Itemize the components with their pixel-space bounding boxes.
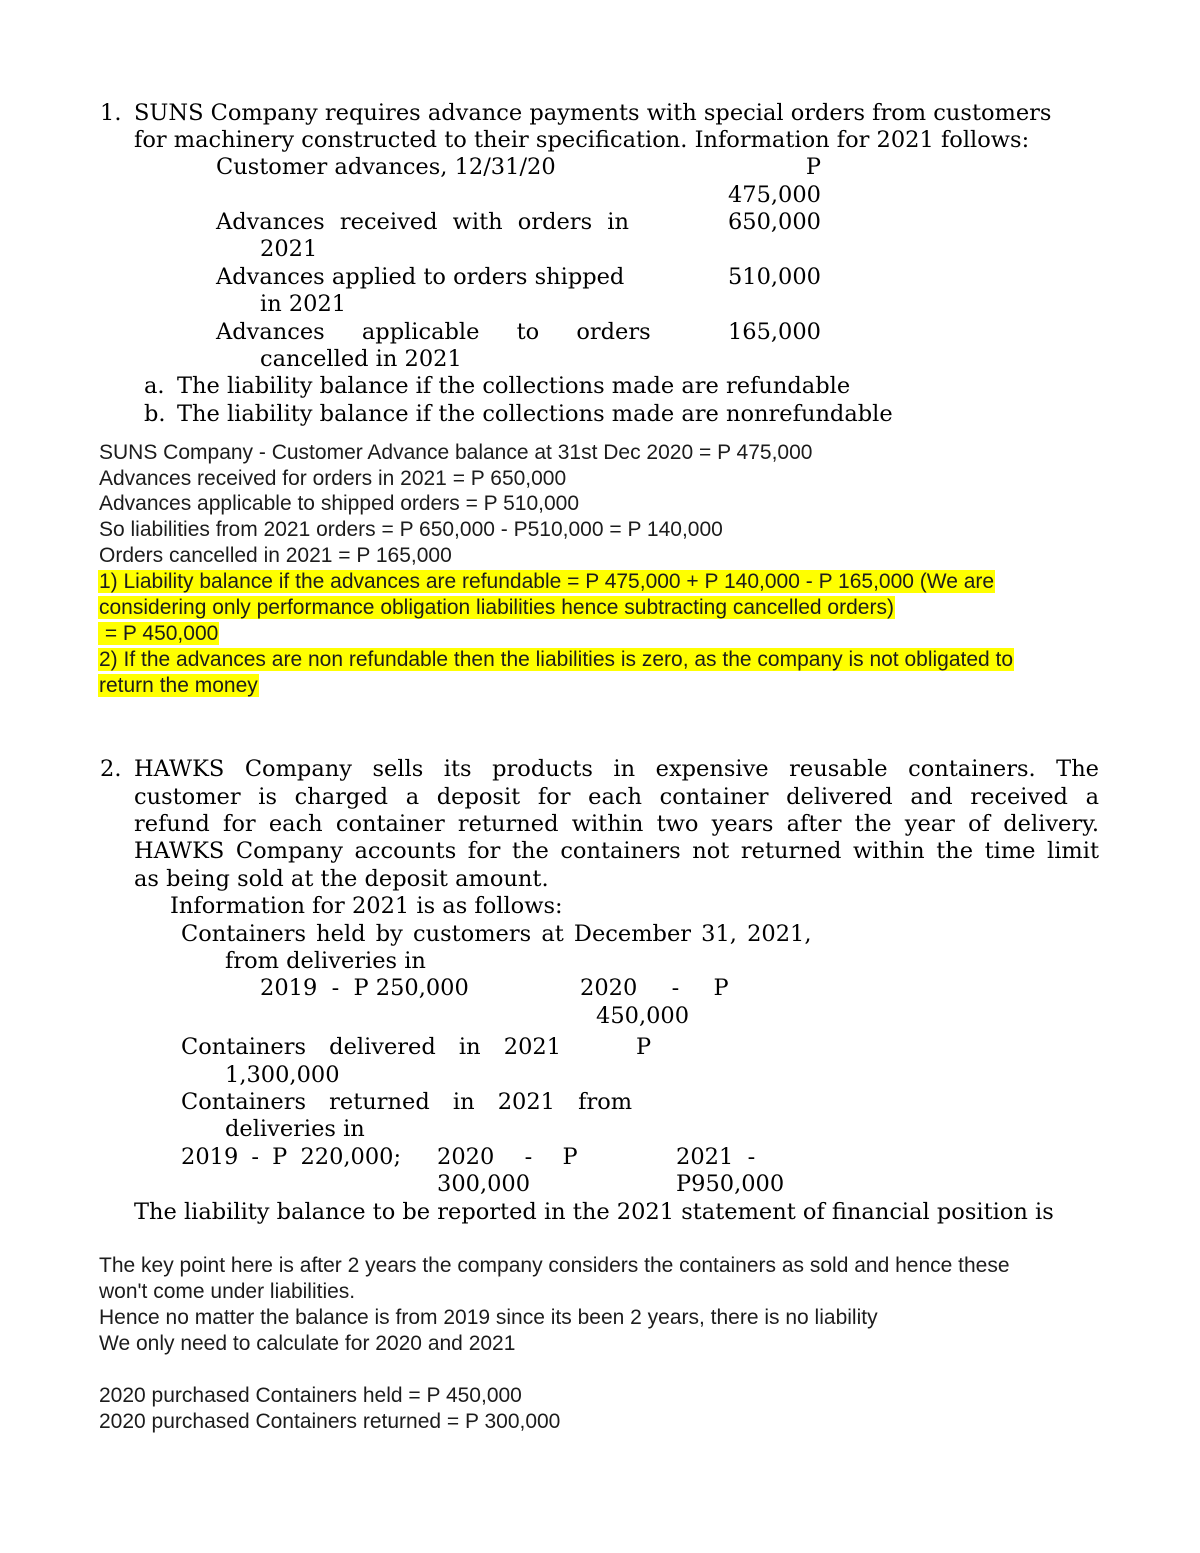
q1-highlight-line-2: considering only performance obligation liabilities hence subtracting cancelled orders) xyxy=(99,596,894,619)
q1-row-received-value: 650,000 xyxy=(727,209,821,235)
q1-row-cancelled-value: 165,000 xyxy=(727,319,821,345)
q2-intro-line-5: as being sold at the deposit amount. xyxy=(134,866,549,892)
q2-returned-2020: 2020 - P xyxy=(437,1144,578,1170)
q1-answer-line-5: Orders cancelled in 2021 = P 165,000 xyxy=(99,544,452,567)
q2-returned-2021: 2021 - xyxy=(676,1144,756,1170)
q2-answer-line-6: 2020 purchased Containers held = P 450,000 xyxy=(99,1384,522,1407)
q2-returned-label-cont: deliveries in xyxy=(225,1116,365,1142)
q2-returned-2019: 2019 - P 220,000; xyxy=(181,1144,402,1170)
q2-answer-line-3: Hence no matter the balance is from 2019 since its been 2 years, there is no liability xyxy=(99,1306,878,1329)
q1-row-cancelled-label: Advances applicable to orders xyxy=(216,319,651,345)
q2-returned-label: Containers returned in 2021 from xyxy=(181,1089,633,1115)
q1-answer-line-2: Advances received for orders in 2021 = P 650,000 xyxy=(99,467,567,490)
q1-row-customer-advances-currency: P xyxy=(805,154,821,180)
q2-held-2020-value: 450,000 xyxy=(596,1003,690,1029)
q2-delivered-value: 1,300,000 xyxy=(225,1062,340,1088)
q2-number: 2. xyxy=(100,756,122,782)
q1-part-b-letter: b. xyxy=(144,401,166,427)
q2-returned-2021-value: P950,000 xyxy=(676,1171,785,1197)
q2-answer-line-1: The key point here is after 2 years the company considers the containers as sold and hence these xyxy=(99,1254,1010,1277)
q1-answer-line-4: So liabilities from 2021 orders = P 650,000 - P510,000 = P 140,000 xyxy=(99,518,723,541)
q1-row-received-label-cont: 2021 xyxy=(260,236,318,262)
q2-returned-2020-value: 300,000 xyxy=(437,1171,531,1197)
q1-row-applied-label: Advances applied to orders shipped xyxy=(216,264,625,290)
q2-answer-line-4: We only need to calculate for 2020 and 2021 xyxy=(99,1332,516,1355)
q2-delivered-currency: P xyxy=(636,1034,652,1060)
q1-intro-line-2: for machinery constructed to their specification. Information for 2021 follows: xyxy=(134,127,1030,153)
q1-highlight-line-5: return the money xyxy=(99,674,258,697)
q1-row-received-label: Advances received with orders in xyxy=(216,209,629,235)
q2-answer-line-7: 2020 purchased Containers returned = P 300,000 xyxy=(99,1410,561,1433)
q2-info-heading: Information for 2021 is as follows: xyxy=(170,893,563,919)
q2-answer-line-2: won't come under liabilities. xyxy=(99,1280,356,1303)
q1-row-applied-value: 510,000 xyxy=(727,264,821,290)
q1-answer-line-1: SUNS Company - Customer Advance balance at 31st Dec 2020 = P 475,000 xyxy=(99,441,813,464)
q1-answer-line-3: Advances applicable to shipped orders = P 510,000 xyxy=(99,492,580,515)
q2-intro-line-1: HAWKS Company sells its products in expensive reusable containers. The xyxy=(134,756,1099,782)
q1-row-applied-label-cont: in 2021 xyxy=(260,291,347,317)
q2-intro-line-3: refund for each container returned within two years after the year of delivery. xyxy=(134,811,1099,837)
q1-part-a-text: The liability balance if the collections made are refundable xyxy=(177,373,851,399)
q1-row-cancelled-label-cont: cancelled in 2021 xyxy=(260,346,462,372)
q2-held-label-cont: from deliveries in xyxy=(225,948,426,974)
q1-row-customer-advances-label: Customer advances, 12/31/20 xyxy=(216,154,556,180)
q1-row-customer-advances-value: 475,000 xyxy=(727,182,821,208)
q1-highlight-line-4: 2) If the advances are non refundable then the liabilities is zero, as the company is not obligated to xyxy=(99,648,1014,671)
q2-intro-line-4: HAWKS Company accounts for the containers not returned within the time limit xyxy=(134,838,1099,864)
q2-held-2019: 2019 - P 250,000 xyxy=(260,975,469,1001)
q1-intro-line-1: SUNS Company requires advance payments with special orders from customers xyxy=(134,100,1052,126)
q2-held-label: Containers held by customers at December 31, 2021, xyxy=(181,921,812,947)
q2-held-2020: 2020 - P xyxy=(580,975,729,1001)
q1-number: 1. xyxy=(100,100,122,126)
q2-delivered-label: Containers delivered in 2021 xyxy=(181,1034,562,1060)
q1-highlight-line-3: = P 450,000 xyxy=(99,622,219,645)
q2-intro-line-2: customer is charged a deposit for each container delivered and received a xyxy=(134,784,1099,810)
q1-part-b-text: The liability balance if the collections made are nonrefundable xyxy=(177,401,893,427)
q1-highlight-line-1: 1) Liability balance if the advances are refundable = P 475,000 + P 140,000 - P 165,000 (We are xyxy=(99,570,995,593)
q2-question: The liability balance to be reported in the 2021 statement of financial position is xyxy=(134,1199,1054,1225)
q1-part-a-letter: a. xyxy=(144,373,165,399)
